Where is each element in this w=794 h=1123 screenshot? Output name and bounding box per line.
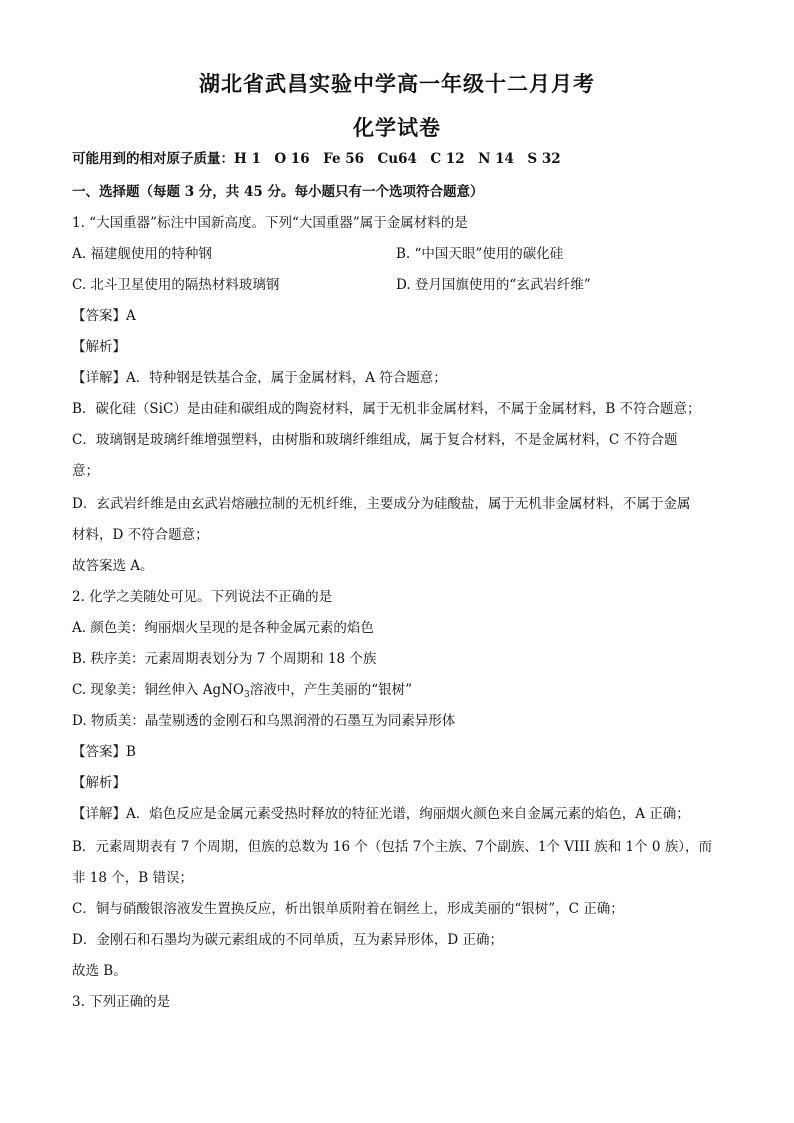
q1-analysis-heading: 【解析】 [72, 339, 126, 355]
q2-option-b: B. 秩序美：元素周期表划分为 7 个周期和 18 个族 [72, 651, 377, 667]
subscript: 3 [244, 690, 250, 700]
q2-stem: 2. 化学之美随处可见。下列说法不正确的是 [72, 589, 333, 605]
q1-detail-line: 故答案选 A。 [72, 558, 154, 574]
q1-detail-line: 材料，D 不符合题意； [72, 527, 209, 543]
atomic-masses-line: 可能用到的相对原子质量：H 1 O 16 Fe 56 Cu64 C 12 N 14 S 32 [72, 151, 561, 167]
q1-detail-line: 意； [72, 463, 99, 479]
q1-detail-line: B．碳化硅（SiC）是由硅和碳组成的陶瓷材料，属于无机非金属材料，不属于金属材料，B 不符合题意； [72, 401, 701, 417]
exam-subtitle: 化学试卷 [353, 115, 441, 140]
q1-detail-line: C．玻璃钢是玻璃纤维增强塑料，由树脂和玻璃纤维组成，属于复合材料，不是金属材料，C 不符合题 [72, 432, 678, 448]
section-heading: 一、选择题（每题 3 分，共 45 分。每小题只有一个选项符合题意） [72, 184, 484, 200]
exam-title: 湖北省武昌实验中学高一年级十二月月考 [199, 71, 595, 96]
q1-option-d: D. 登月国旗使用的“玄武岩纤维” [396, 277, 591, 293]
q2-option-c-text: C. 现象美：铜丝伸入 AgNO [72, 682, 244, 698]
q1-detail-line: 【详解】A．特种钢是铁基合金，属于金属材料，A 符合题意； [72, 370, 447, 386]
q2-option-c [72, 681, 412, 704]
q2-option-d: D. 物质美：晶莹剔透的金刚石和乌黑润滑的石墨互为同素异形体 [72, 713, 456, 729]
q2-detail-line: D．金刚石和石墨均为碳元素组成的不同单质，互为素异形体，D 正确； [72, 932, 503, 948]
q3-stem: 3. 下列正确的是 [72, 994, 171, 1010]
q1-option-b: B. “中国天眼”使用的碳化硅 [396, 246, 564, 262]
q2-option-c-text-end: 溶液中，产生美丽的“银树” [249, 682, 413, 698]
q2-detail-line: 非 18 个，B 错误； [72, 870, 193, 886]
q1-answer: 【答案】A [72, 308, 136, 324]
q2-option-a: A. 颜色美：绚丽烟火呈现的是各种金属元素的焰色 [72, 620, 374, 636]
q2-answer: 【答案】B [72, 744, 136, 760]
q2-detail-line: B．元素周期表有 7 个周期，但族的总数为 16 个（包括 7个主族、7个副族、1个 VIII 族和 1个 0 族），而 [72, 839, 713, 855]
q2-detail-line: 【详解】A．焰色反应是金属元素受热时释放的特征光谱，绚丽烟火颜色来自金属元素的焰色，A 正确； [72, 806, 690, 822]
q2-detail-line: C．铜与硝酸银溶液发生置换反应，析出银单质附着在铜丝上，形成美丽的“银树”，C 正确； [72, 901, 624, 917]
q2-analysis-heading: 【解析】 [72, 775, 126, 791]
q1-option-c: C. 北斗卫星使用的隔热材料玻璃钢 [72, 277, 280, 293]
q2-detail-line: 故选 B。 [72, 963, 127, 979]
q1-stem: 1. “大国重器”标注中国新高度。下列“大国重器”属于金属材料的是 [72, 215, 468, 231]
q1-detail-line: D．玄武岩纤维是由玄武岩熔融拉制的无机纤维，主要成分为硅酸盐，属于无机非金属材料，不属于金属 [72, 496, 691, 512]
q1-option-a: A. 福建舰使用的特种钢 [72, 246, 212, 262]
